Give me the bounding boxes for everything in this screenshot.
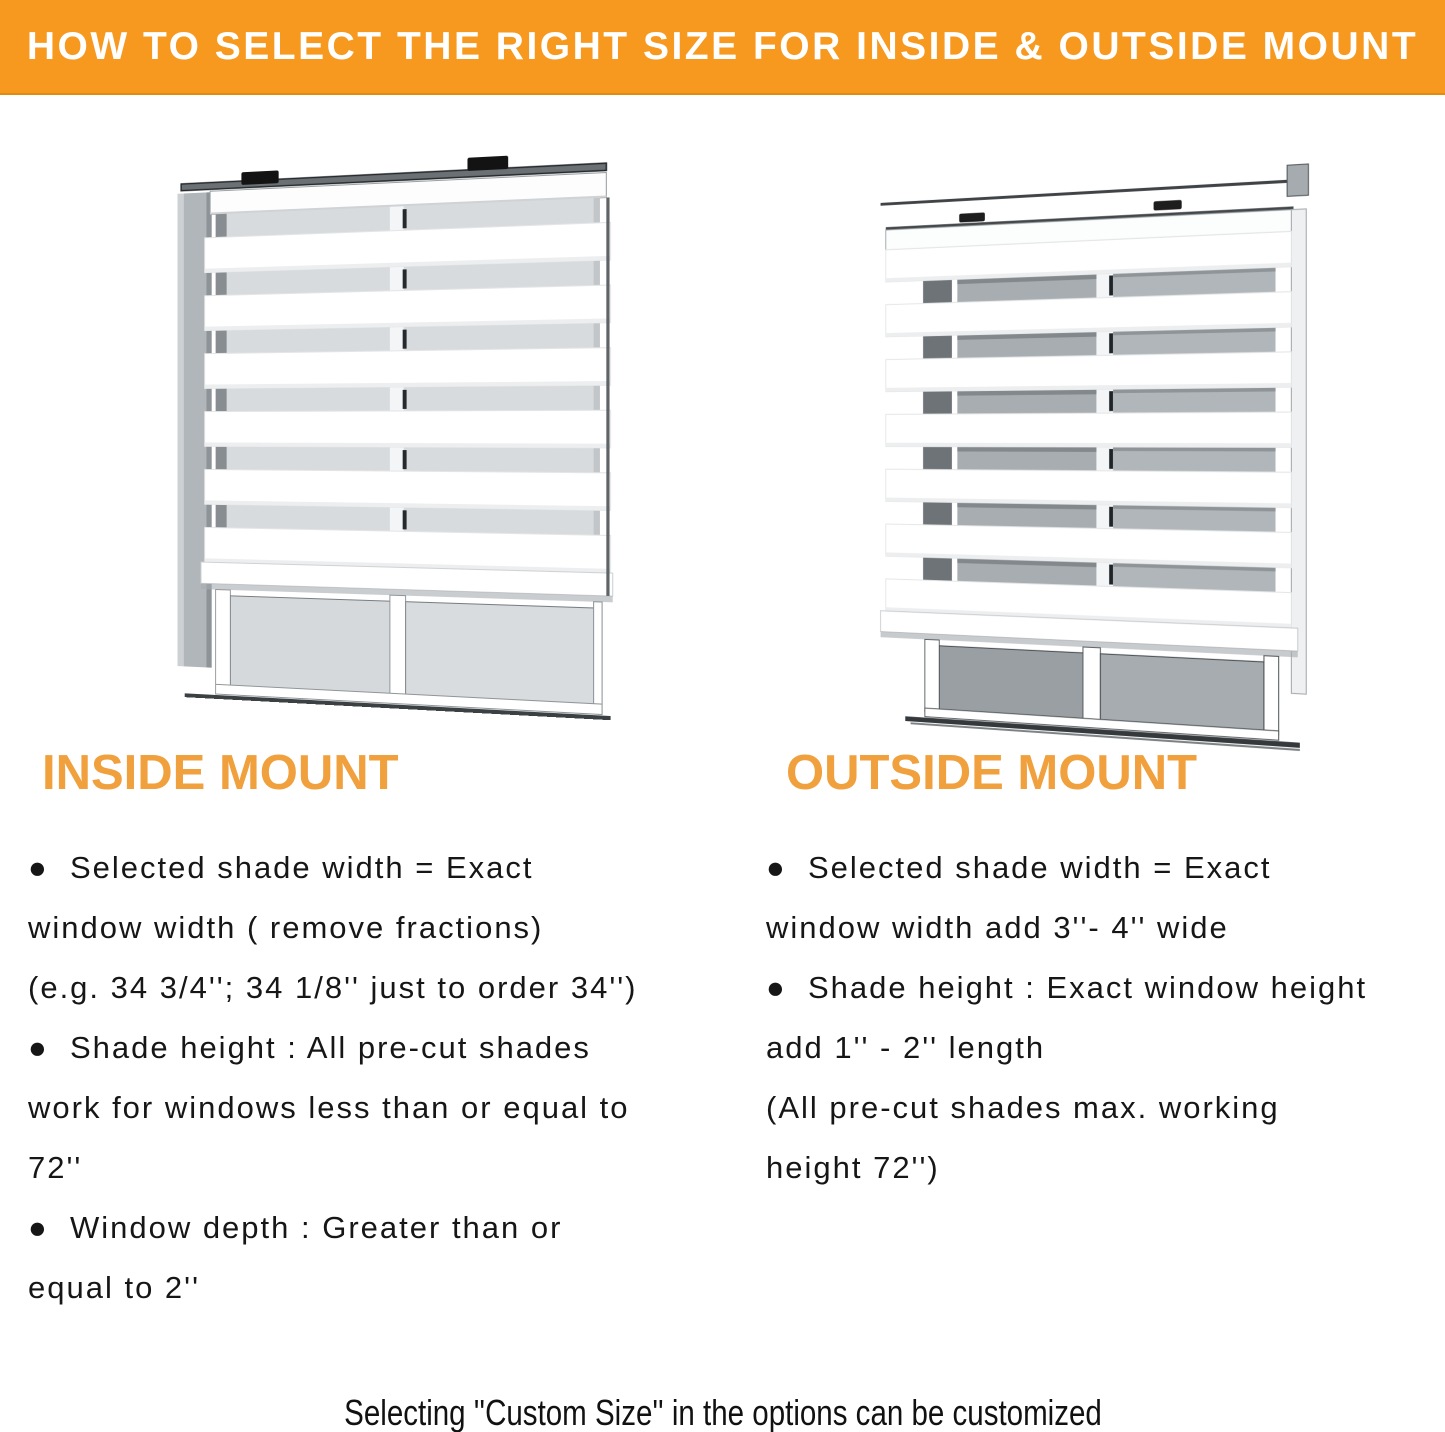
instruction-line: work for windows less than or equal to xyxy=(28,1090,630,1125)
banner-title: HOW TO SELECT THE RIGHT SIZE FOR INSIDE & OUTSIDE MOUNT xyxy=(26,24,1419,68)
outside-mount-instructions xyxy=(766,838,1367,1198)
inside-mount-instructions xyxy=(28,838,637,1318)
instruction-line: height 72'') xyxy=(766,1150,940,1185)
instruction-line: ● Selected shade width = Exact xyxy=(28,850,534,885)
outside-mount-illustration xyxy=(869,120,1318,757)
inside-mount-illustration xyxy=(165,135,626,721)
instruction-line: ● Shade height : Exact window height xyxy=(766,970,1368,1005)
outside-mount-window-svg xyxy=(869,120,1318,757)
outside-mount-heading: OUTSIDE MOUNT xyxy=(786,746,1198,800)
instruction-line: ● Window depth : Greater than or xyxy=(28,1210,563,1245)
lower-window xyxy=(216,590,602,715)
instruction-line: window width ( remove fractions) xyxy=(28,910,544,945)
window-right-edge xyxy=(606,197,609,596)
side-channel xyxy=(1291,209,1306,694)
instruction-line: window width add 3''- 4'' wide xyxy=(766,910,1229,945)
instruction-line: (e.g. 34 3/4''; 34 1/8'' just to order 34'') xyxy=(28,970,638,1005)
instruction-line: equal to 2'' xyxy=(28,1270,201,1305)
banner xyxy=(0,0,1445,95)
inside-mount-window-svg xyxy=(165,135,626,721)
footer-note: Selecting ''Custom Size'' in the options can be customized xyxy=(343,1392,1102,1432)
instruction-line: (All pre-cut shades max. working xyxy=(766,1090,1280,1125)
inside-mount-heading: INSIDE MOUNT xyxy=(42,746,399,800)
instruction-line: ● Selected shade width = Exact xyxy=(766,850,1272,885)
instruction-line: 72'' xyxy=(28,1150,83,1185)
instruction-line: ● Shade height : All pre-cut shades xyxy=(28,1030,591,1065)
footer xyxy=(0,1392,1445,1432)
instruction-line: add 1'' - 2'' length xyxy=(766,1030,1046,1065)
